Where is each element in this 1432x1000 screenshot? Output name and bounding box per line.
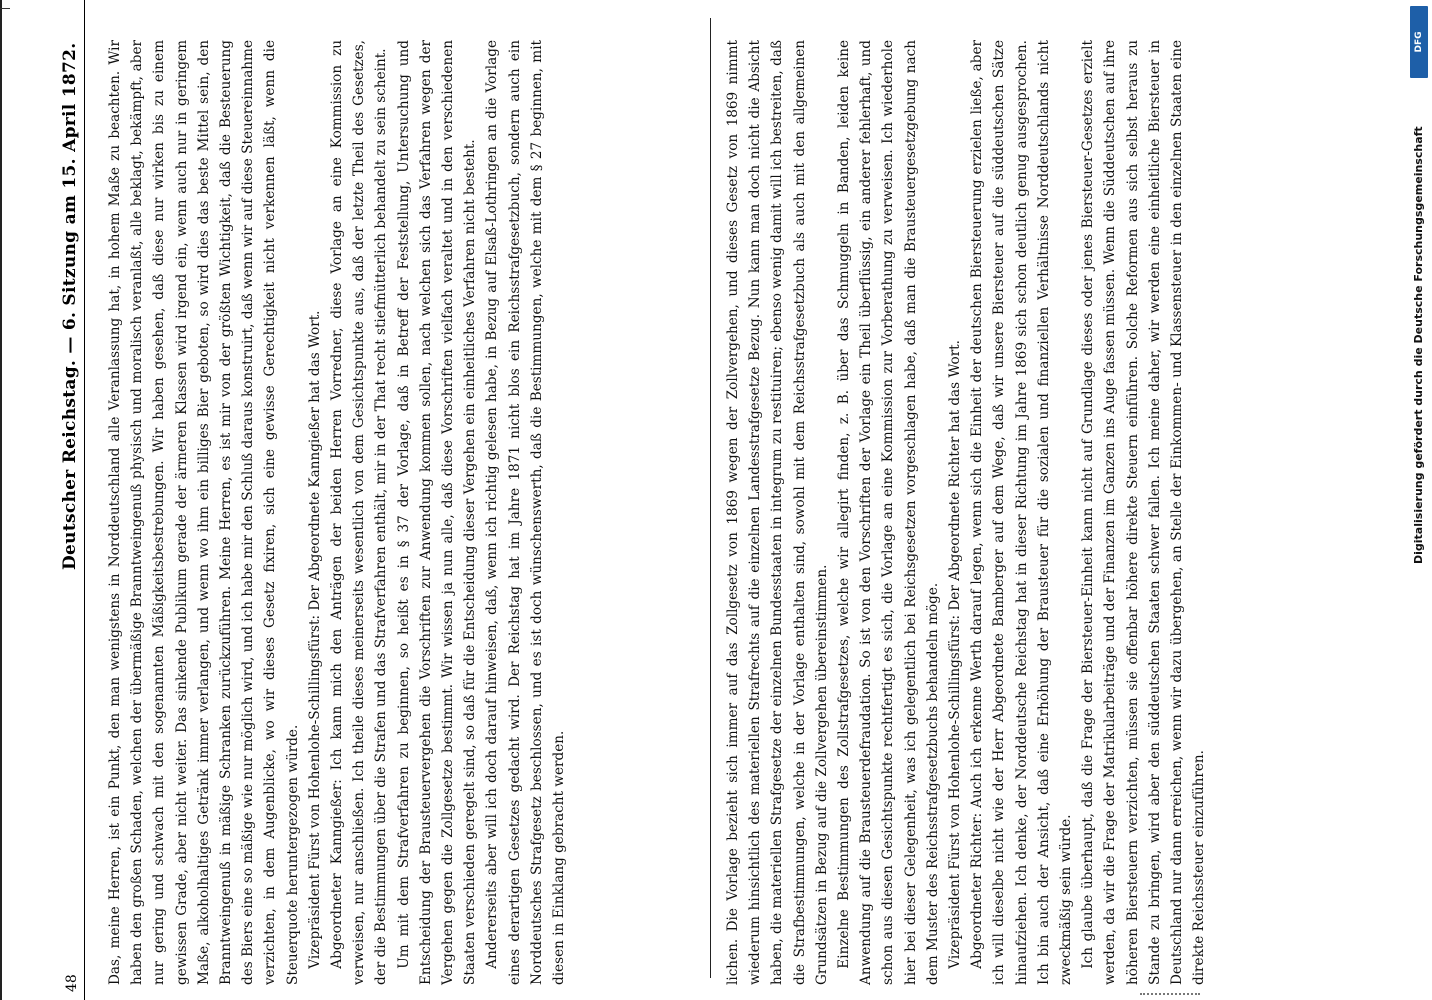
- right-column: [722, 0, 1390, 1000]
- paragraph: Vizepräsident Fürst von Hohenlohe-Schillingsfürst: Der Abgeordnete Richter hat das Wort.: [947, 340, 964, 969]
- paragraph: Andererseits aber will ich doch darauf hinweisen, daß, wenn ich richtig gelesen habe, in Bezug auf Elsaß-Lothringen an die Vorlage eines derartigen Gesetzes gedacht wird. Der Reichstag hat im Jahre 1871 nicht blos ein Reichsstrafgesetzbuch, sondern auch ein Norddeutsches Strafgesetz beschlossen, und es ist doch wünschenswerth, daß die Bestimmungen, welche mit dem § 27 beginnen, mit diesen in Einklang gebracht werden.: [484, 40, 568, 985]
- scan-edge-mark: [0, 8, 10, 9]
- paragraph: Abgeordneter Kanngießer: Ich kann mich den Anträgen der beiden Herren Vorredner, diese Vorlage an eine Kommission zu verweisen, nur anschließen. Ich theile dieses meinerseits wesentlich von dem Gesichtspunkte aus, daß der letzte Theil des Gesetzes, der die Bestimmungen über die Strafen und das Strafverfahren enthält, mir in der That recht stiefmütterlich behandelt zu sein scheint.: [329, 40, 390, 985]
- scan-artifact: [1140, 985, 1200, 995]
- paragraph: Abgeordneter Richter: Auch ich erkenne Werth darauf legen, wenn sich die Einheit der deutschen Biersteuerung erzielen ließe, aber ich will dieselbe nicht wie der Herr Abgeordnete Bamberger auf dem Wege, daß wir unsere Biersteuer auf die süddeutschen Sätze hinaufziehen. Ich denke, der Norddeutsche Reichstag hat in dieser Richtung im Jahre 1869 sich schon deutlich genug ausgesprochen. Ich bin auch der Ansicht, daß eine Erhöhung der Brausteuer für die sozialen und finanziellen Verhältnisse Norddeutschlands nicht zweckmäßig sein würde.: [969, 40, 1075, 985]
- paragraph: Vizepräsident Fürst von Hohenlohe-Schillingsfürst: Der Abgeordnete Kanngießer hat das Wort.: [306, 310, 323, 969]
- running-title: Deutscher Reichstag. — 6. Sitzung am 15. April 1872.: [60, 42, 80, 570]
- left-column-text: [104, 40, 702, 985]
- paragraph: Einzelne Bestimmungen des Zollstrafgesetzes, welche wir allegirt finden, z. B. über das Schmuggeln in Banden, leiden keine Anwendung auf die Brausteuerdefraudation. So ist von den Vorschriften der Vorlage ein Theil überflüssig, ein anderer fehlerhaft, und schon aus diesen Gesichtspunkte rechtfertigt es sich, die Vorlage an eine Kommission zur Vorberathung zu verweisen. Ich wiederhole hier bei dieser Gelegenheit, was ich gelegentlich bei Reichsgesetzen vorgeschlagen habe, daß man die Brausteuergesetzgebung nach dem Muster des Reichsstrafgesetzbuchs behandeln möge.: [836, 40, 941, 985]
- header-rule: [84, 0, 85, 1000]
- paragraph: lichen. Die Vorlage bezieht sich immer auf das Zollgesetz von 1869 wegen der Zollvergehen, und dieses Gesetz von 1869 nimmt wiederum hinsichtlich des materiellen Strafrechts auf die einzelnen Landesstrafgesetze Bezug. Nun kann man doch nicht die Absicht haben, die materiellen Strafgesetze der einzelnen Bundesstaaten in integrum zu restituiren; ebenso wenig damit will ich bestreiten, daß die Strafbestimmungen, welche in der Vorlage enthalten sind, sowohl mit dem Reichsstrafgesetzbuch als auch mit den allgemeinen Grundsätzen in Bezug auf die Zollvergehen übereinstimmen.: [725, 40, 830, 985]
- digitization-note-text: [1408, 0, 1432, 1000]
- dfg-logo: DFG: [1410, 6, 1428, 78]
- page-number: 48: [64, 974, 80, 992]
- column-divider: [710, 18, 711, 978]
- right-column-text: [722, 40, 1390, 985]
- left-column: [104, 0, 702, 1000]
- digitization-note: [1405, 0, 1432, 1000]
- funding-credit: Digitalisierung gefördert durch die Deutsche Forschungsgemeinschaft: [1412, 126, 1425, 564]
- paragraph: Ich glaube überhaupt, daß die Frage der Biersteuer-Einheit kann nicht auf Grundlage dieses oder jenes Biersteuer-Gesetzes erzielt werden, da wir die Frage der Matrikularbeiträge und der Finanzen im Ganzen ins Auge fassen müssen. Wenn die Süddeutschen auf ihre höheren Biersteuern verzichten, müssen sie offenbar höhere direkte Steuern einführen. Solche Reformen aus sich selbst heraus zu Stande zu bringen, wird aber den süddeutschen Staaten schwer fallen. Ich meine daher, wir werden eine einheitliche Biersteuer in Deutschland nur dann erreichen, wenn wir dazu übergehen, an Stelle der Einkommen- und Klassensteuer in den einzelnen Staaten eine direkte Reichssteuer einzuführen.: [1080, 40, 1208, 985]
- running-header: [40, 0, 102, 1000]
- paragraph: Das, meine Herren, ist ein Punkt, den man wenigstens in Norddeutschland alle Veranlassung hat, in hohem Maße zu beachten. Wir haben den großen Schaden, welchen der übermäßige Branntweingenuß physisch und moralisch veranlaßt, alle beklagt, bekämpft, aber nur gering und schwach mit den sogenannten Mäßigkeitsbestrebungen. Wir haben gesehen, daß diese nur wirken bis zu einem gewissen Grade, aber nicht weiter. Das sinkende Publikum gerade der ärmeren Klassen wird irgend ein, wenn auch nur in geringem Maße, alkoholhaltiges Getränk immer verlangen, und wenn wo ihm ein billiges Bier geboten, so wird dies das beste Mittel sein, den Branntweingenuß in mäßige Schranken zurückzuführen. Meine Herren, es ist mir von der größten Wichtigkeit, daß die Besteuerung des Biers eine so mäßige wie nur möglich wird, und ich habe mir den Schluß daraus konstruirt, daß wenn wir auf diese Steuereinnahme verzichten, in dem Augenblicke, wo wir dieses Gesetz fixiren, sich eine gewisse Gerechtigkeit nicht verkennen läßt, wenn die Steuerquote heruntergezogen würde.: [107, 40, 301, 985]
- running-header-text: [40, 0, 102, 1000]
- page-edge: [0, 0, 2, 1000]
- paragraph: Um mit dem Strafverfahren zu beginnen, so heißt es in § 37 der Vorlage, daß in Betreff der Feststellung, Untersuchung und Entscheidung der Brausteuervergehen die Vorschriften zur Anwendung kommen sollen, nach welchen sich das Verfahren wegen der Vergehen gegen die Zollgesetze bestimmt. Wir wissen ja nun alle, daß diese Vorschriften vielfach veraltet und in den verschiedenen Staaten verschieden geregelt sind, so daß für die Entscheidung dieser Vergehen ein einheitliches Verfahren nicht besteht.: [395, 40, 479, 985]
